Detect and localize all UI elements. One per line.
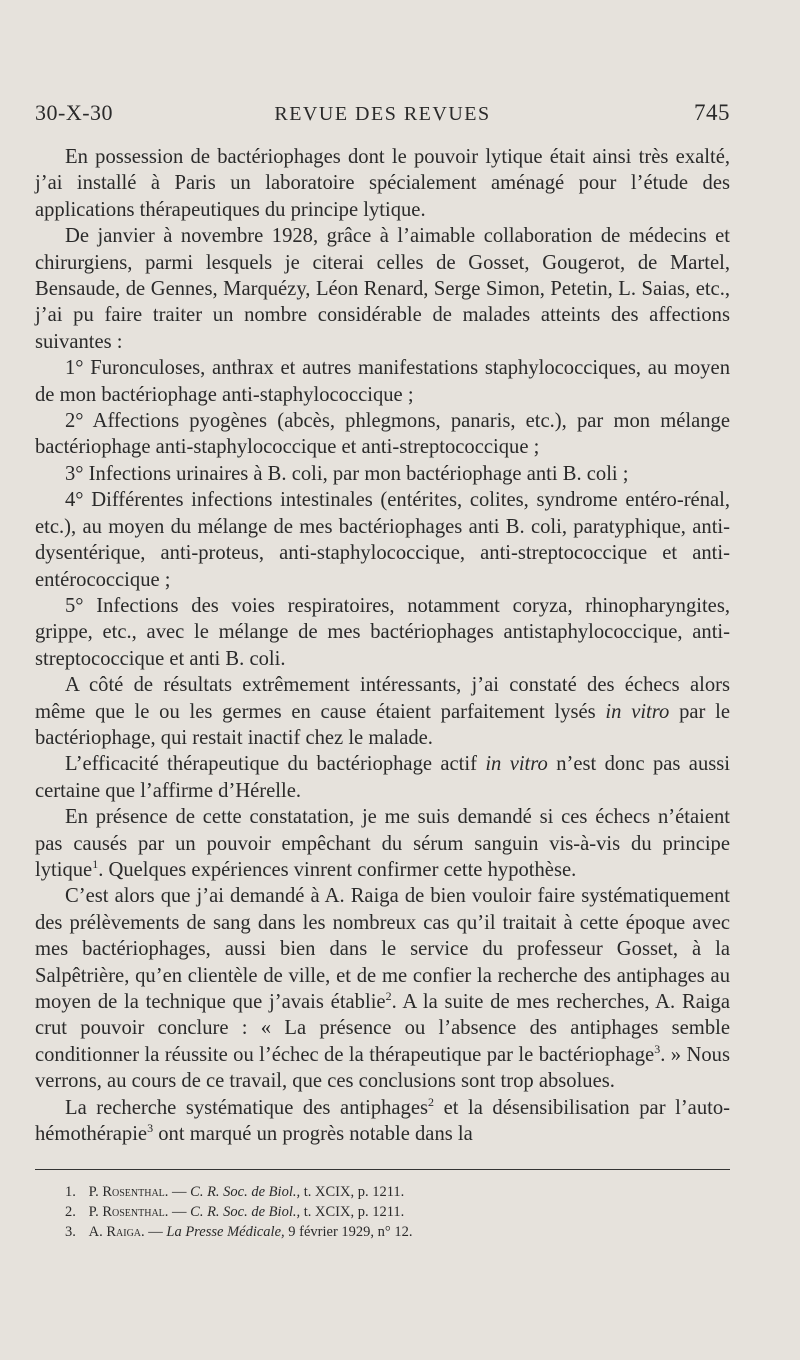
list-item: 5° Infections des voies respiratoires, notamment coryza, rhinopharyngites, grippe, etc., avec le mélange de mes bactériophages antistaphylococcique, anti-streptococcique et anti B. coli. bbox=[35, 594, 730, 670]
italic-text: in vitro bbox=[605, 700, 670, 723]
footnote-source: La Presse Médicale, bbox=[166, 1224, 285, 1241]
list-item: 2° Affections pyogènes (abcès, phlegmons, panaris, etc.), par mon mélange bactériophage anti-staphylococcique et anti-streptococcique ; bbox=[35, 410, 730, 459]
footnote-dash: — bbox=[168, 1204, 191, 1221]
list-item: 4° Différentes infections intestinales (entérites, colites, syndrome entéro-rénal, etc.), au moyen du mélange de mes bactériophages anti B. coli, paratyphique, anti-dysentérique, anti-proteus, anti-staphylococcique, anti-streptococcique et anti-entérococcique ; bbox=[35, 489, 730, 591]
running-title: REVUE DES REVUES bbox=[274, 103, 491, 125]
footnote-ref: 1 bbox=[92, 857, 99, 872]
footnote-details: 9 février 1929, n° 12. bbox=[284, 1224, 413, 1241]
page-number: 745 bbox=[694, 100, 730, 125]
paragraph bbox=[35, 804, 730, 883]
footnote bbox=[65, 1222, 730, 1242]
footnote-dash: — bbox=[168, 1184, 191, 1201]
footnote-details: t. XCIX, p. 1211. bbox=[300, 1184, 405, 1201]
footnote-ref: 2 bbox=[385, 989, 392, 1004]
footnote-source: C. R. Soc. de Biol., bbox=[190, 1204, 301, 1221]
footnote-divider bbox=[35, 1169, 730, 1170]
footnote-details: t. XCIX, p. 1211. bbox=[300, 1204, 405, 1221]
text-run: A côté de résultats extrêmement intéressants, j’ai constaté des échecs alors même que le ou les germes en cause étaient parfaitement lysés bbox=[35, 674, 730, 723]
footnote-number: 1. bbox=[65, 1184, 76, 1201]
paragraph bbox=[35, 883, 730, 1094]
paragraph bbox=[35, 672, 730, 751]
text-run: . Quelques expériences vinrent confirmer cette hypothèse. bbox=[98, 858, 577, 881]
paragraph: De janvier à novembre 1928, grâce à l’aimable collaboration de médecins et chirurgiens, parmi lesquels je citerai celles de Gosset, Gougerot, de Martel, Bensaude, de Gennes, Marquézy, Léon Renard, Serge Simon, Petetin, L. Saias, etc., j’ai pu faire traiter un nombre considérable de malades atteints des affections suivantes : bbox=[35, 225, 730, 353]
text-run: par le bactériophage, qui restait inactif chez le malade. bbox=[35, 700, 730, 749]
paragraph bbox=[35, 751, 730, 804]
text-run: . » Nous verrons, au cours de ce travail, que ces conclusions sont trop absolues. bbox=[35, 1043, 730, 1093]
header-date: 30-X-30 bbox=[35, 100, 114, 125]
text-run: ont marqué un progrès notable dans la bbox=[153, 1123, 473, 1146]
list-item: 3° Infections urinaires à B. coli, par mon bactériophage anti B. coli ; bbox=[65, 462, 629, 485]
paragraph bbox=[35, 1095, 730, 1148]
footnote bbox=[65, 1182, 730, 1202]
text-run: C’est alors que j’ai demandé à A. Raiga de bien vouloir faire systématiquement des prélèvements de sang dans les nombreux cas qu’il traitait à cette époque avec mes bactériophages, aussi bien dans le service du professeur Gosset, à la Salpêtrière, qu’en clientèle de ville, et de me confier la recherche des antiphages au moyen de la technique que j’avais établie bbox=[35, 885, 730, 1013]
footnote-ref: 3 bbox=[147, 1121, 154, 1136]
footnote bbox=[65, 1202, 730, 1222]
footnote-ref: 3 bbox=[654, 1041, 661, 1056]
list-item: 1° Furonculoses, anthrax et autres manifestations staphylococciques, au moyen de mon bactériophage anti-staphylococcique ; bbox=[35, 357, 730, 406]
footnote-author: P. Rosenthal. bbox=[88, 1184, 169, 1201]
article-body bbox=[35, 144, 730, 1147]
text-run: n’est donc pas aussi certaine que l’affirme d’Hérelle. bbox=[35, 753, 730, 802]
page-header bbox=[35, 100, 730, 126]
text-run: La recherche systématique des antiphages bbox=[65, 1096, 429, 1119]
footnotes bbox=[35, 1182, 730, 1242]
footnote-number: 3. bbox=[65, 1224, 76, 1241]
footnote-dash: — bbox=[144, 1224, 167, 1241]
paragraph: En possession de bactériophages dont le pouvoir lytique était ainsi très exalté, j’ai installé à Paris un laboratoire spécialement aménagé pour l’étude des applications thérapeutiques du principe lytique. bbox=[35, 146, 730, 221]
text-run: L’efficacité thérapeutique du bactériophage actif bbox=[65, 753, 486, 776]
italic-text: in vitro bbox=[485, 753, 548, 776]
footnote-source: C. R. Soc. de Biol., bbox=[190, 1184, 301, 1201]
footnote-number: 2. bbox=[65, 1204, 76, 1221]
text-run: . A la suite de mes recherches, A. Raiga crut pouvoir conclure : « La présence ou l’absence des antiphages semble conditionner la réussite ou l’échec de la thérapeutique par le bactériophage bbox=[35, 991, 730, 1066]
footnote-author: P. Rosenthal. bbox=[88, 1204, 169, 1221]
footnote-ref: 2 bbox=[428, 1094, 435, 1109]
text-run: et la désensibilisation par l’auto-hémothérapie bbox=[35, 1096, 730, 1146]
footnote-author: A. Raiga. bbox=[88, 1224, 145, 1241]
text-run: En présence de cette constatation, je me suis demandé si ces échecs n’étaient pas causés par un pouvoir empêchant du sérum sanguin vis-à-vis du principe lytique bbox=[35, 806, 730, 881]
